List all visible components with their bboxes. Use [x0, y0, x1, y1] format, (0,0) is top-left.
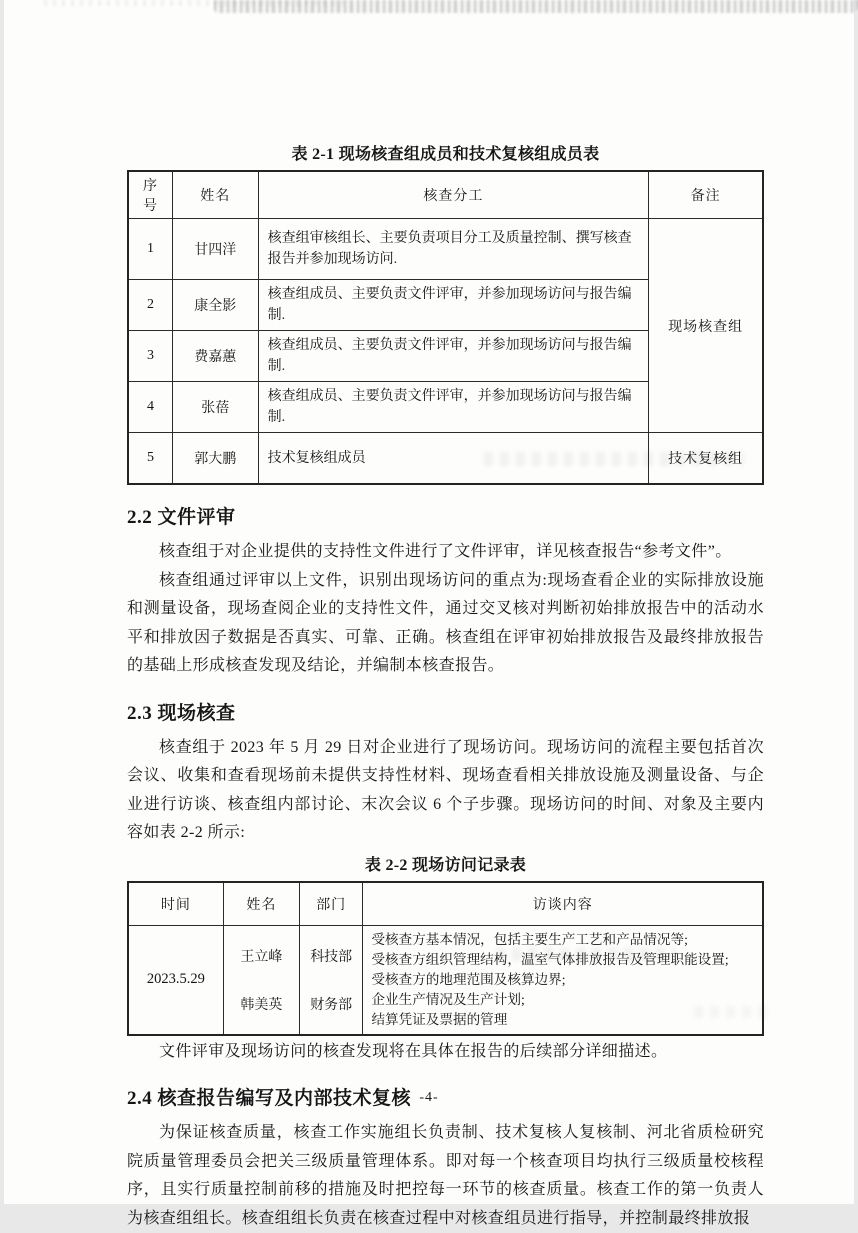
- row-no: 3: [128, 331, 172, 382]
- row-no: 5: [128, 433, 172, 485]
- table-2-1: [127, 170, 764, 485]
- interview-content-line: 受核查方组织管理结构，温室气体排放报告及管理职能设置;: [371, 951, 729, 967]
- scan-artifact-top-2: [44, 0, 344, 6]
- section-2-3-paragraph-1: 核查组于 2023 年 5 月 29 日对企业进行了现场访问。现场访问的流程主要包括首次会议、收集和查看现场前未提供支持性材料、现场查看相关排放设施及测量设备、与企业进行访谈、核查组内部讨论、末次会议 6 个子步骤。现场访问的时间、对象及主要内容如表 2-2 所示:: [127, 738, 764, 841]
- interview-content-line: 受核查方基本情况，包括主要生产工艺和产品情况等;: [371, 931, 688, 947]
- document-page: [4, 0, 854, 1227]
- interviewee-name: 王立峰: [240, 949, 283, 965]
- table-row: [128, 219, 763, 280]
- interviewee-dept: 科技部: [310, 949, 353, 965]
- t2-header-time: 时间: [128, 882, 223, 926]
- interviewee-dept: 财务部: [310, 997, 353, 1013]
- t2-header-name: 姓名: [223, 882, 299, 926]
- member-duty: 核查组成员、主要负责文件评审，并参加现场访问与报告编制.: [258, 331, 649, 382]
- table-row: [128, 171, 763, 219]
- section-2-2-heading: 2.2 文件评审: [127, 507, 236, 528]
- row-no: 1: [128, 219, 172, 280]
- interviewee-depts: [299, 925, 363, 1035]
- member-duty: 核查组审核组长、主要负责项目分工及质量控制、撰写核查报告并参加现场访问.: [258, 219, 649, 280]
- section-2-3-heading: 2.3 现场核查: [127, 702, 236, 724]
- table-row: [128, 433, 763, 485]
- section-2-2-paragraph-2: 核查组通过评审以上文件，识别出现场访问的重点为:现场查看企业的实际排放设施和测量设备，现场查阅企业的支持性文件，通过交叉核对判断初始排放报告中的活动水平和排放因子数据是否真实、可靠、正确。核查组在评审初始排放报告及最终排放报告的基础上形成核查发现及结论，并编制本核查报告。: [127, 571, 764, 674]
- page-number: -4-: [419, 1090, 439, 1105]
- member-duty: 技术复核组成员: [258, 433, 649, 485]
- member-duty: 核查组成员、主要负责文件评审，并参加现场访问与报告编制.: [258, 382, 649, 433]
- t2-header-dept: 部门: [299, 882, 363, 926]
- remark-site-group: 现场核查组: [649, 219, 763, 433]
- interview-content-line: 企业生产情况及生产计划;: [371, 991, 525, 1007]
- interview-content-line: 受核查方的地理范围及核算边界;: [371, 971, 566, 987]
- t1-header-name: 姓名: [172, 171, 258, 219]
- page-content: [127, 141, 764, 1233]
- row-no: 2: [128, 280, 172, 331]
- interview-content-line: 结算凭证及票据的管理: [371, 1011, 508, 1027]
- table-2-1-title: 表 2-1 现场核查组成员和技术复核组成员表: [291, 146, 600, 163]
- row-no: 4: [128, 382, 172, 433]
- t1-header-no: 序号: [128, 171, 172, 219]
- section-2-2-paragraph-1: 核查组于对企业提供的支持性文件进行了文件评审，详见核查报告“参考文件”。: [159, 543, 732, 560]
- interviewee-name: 韩美英: [240, 997, 283, 1013]
- table-2-2-title: 表 2-2 现场访问记录表: [364, 856, 527, 874]
- member-name: 费嘉蕙: [172, 331, 258, 382]
- t2-header-content: 访谈内容: [363, 882, 763, 926]
- table-row: [128, 925, 763, 1035]
- closing-paragraph: 文件评审及现场访问的核查发现将在具体在报告的后续部分详细描述。: [159, 1042, 668, 1060]
- t1-header-remark: 备注: [649, 171, 763, 219]
- member-name: 郭大鹏: [172, 433, 258, 485]
- t1-header-duty: 核查分工: [258, 171, 649, 219]
- table-row: [128, 882, 763, 926]
- member-duty: 核查组成员、主要负责文件评审，并参加现场访问与报告编制.: [258, 280, 649, 331]
- section-2-4-heading: 2.4 核查报告编写及内部技术复核: [127, 1088, 412, 1109]
- member-name: 张蓓: [172, 382, 258, 433]
- member-name: 康全影: [172, 280, 258, 331]
- interviewee-names: [223, 925, 299, 1035]
- interview-content: [363, 925, 763, 1035]
- section-2-4-paragraph-1: 为保证核查质量，核查工作实施组长负责制、技术复核人复核制、河北省质检研究院质量管理委员会把关三级质量管理体系。即对每一个核查项目均执行三级质量校核程序，且实行质量控制前移的措施及时把控每一环节的核查质量。核查工作的第一负责人为核查组组长。核查组组长负责在核查过程中对核查组员进行指导，并控制最终排放报: [127, 1124, 764, 1227]
- member-name: 甘四洋: [172, 219, 258, 280]
- table-2-2: [127, 881, 764, 1036]
- remark-tech-group: 技术复核组: [649, 433, 763, 485]
- visit-date: 2023.5.29: [128, 925, 223, 1035]
